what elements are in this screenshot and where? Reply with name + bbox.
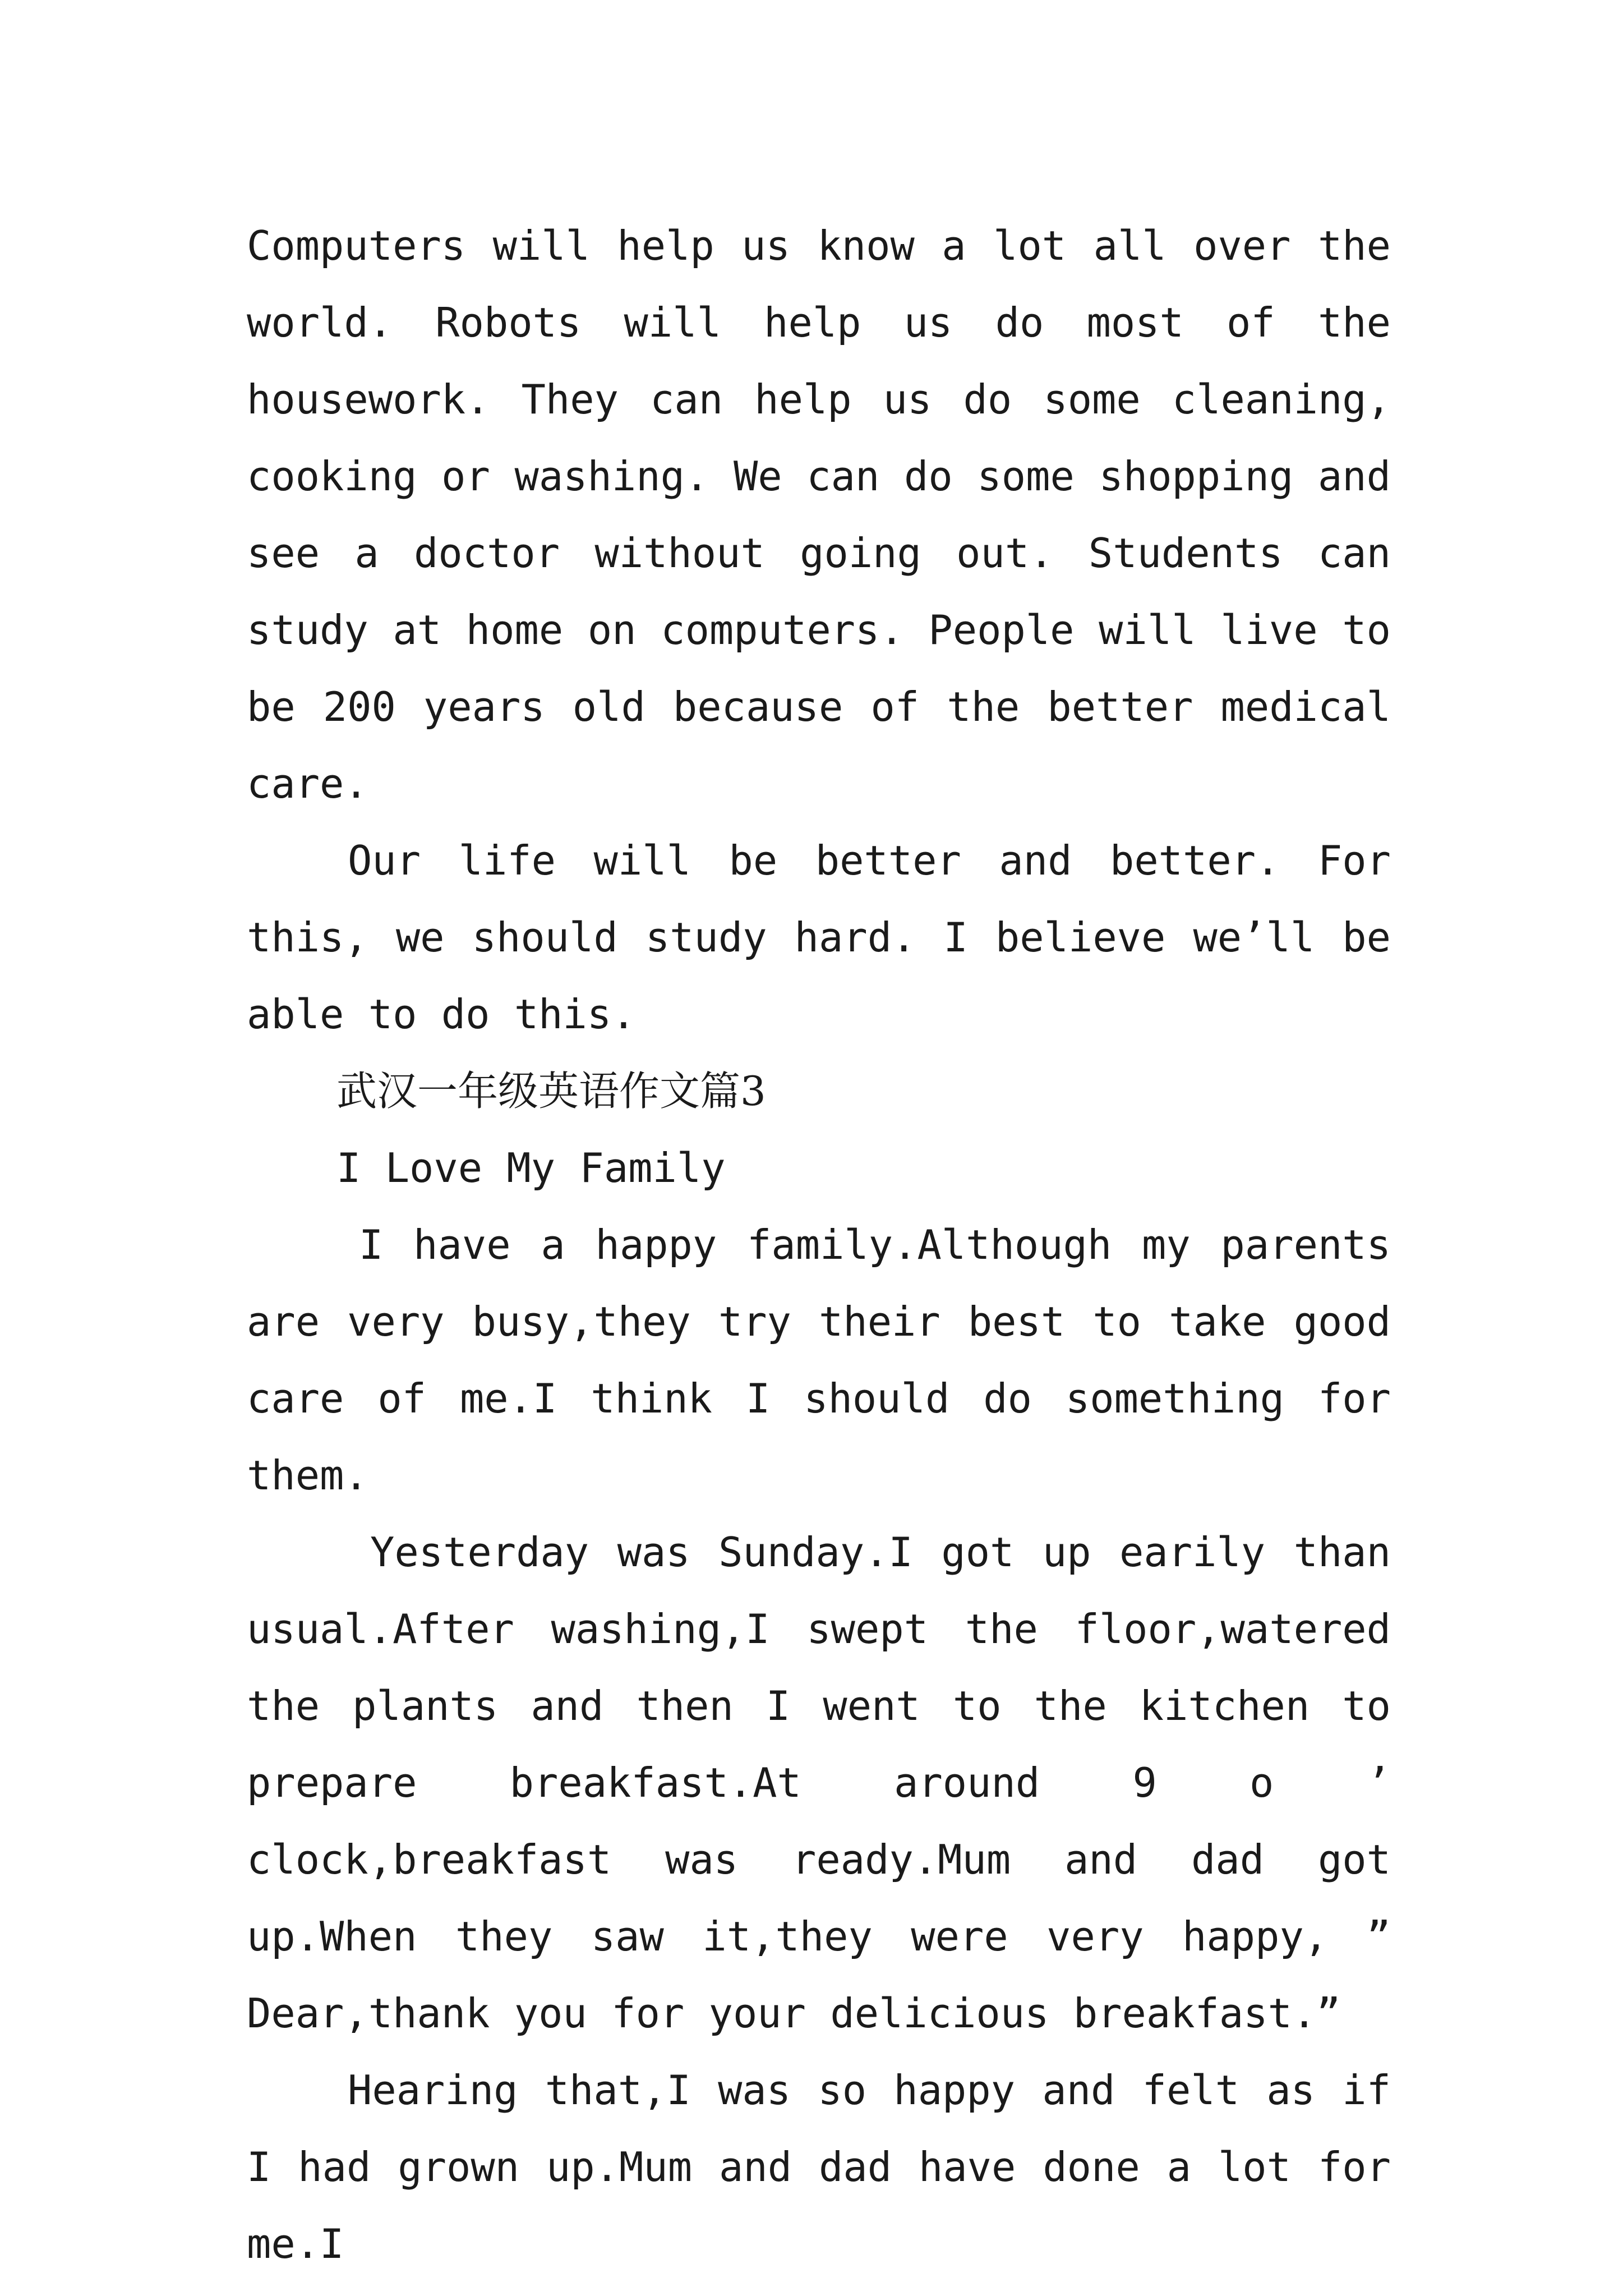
document-body (247, 208, 1391, 2283)
paragraph-better-life: Our life will be better and better. For this, we should study hard. I believe we’ll be able to do this. (247, 837, 1391, 1038)
paragraph-hearing-that: Hearing that,I was so happy and felt as if I had grown up.Mum and dad have done a lot for me.I (247, 2067, 1391, 2267)
essay-title: I Love My Family (336, 1144, 726, 1191)
section-heading: 武汉一年级英语作文篇3 (336, 1068, 766, 1115)
paragraph-happy-family: I have a happy family.Although my parents are very busy,they try their best to take good care of me.I think I should do something for them. (247, 1221, 1391, 1499)
paragraph-sunday: Yesterday was Sunday.I got up earily than usual.After washing,I swept the floor,watered the plants and then I went to the kitchen to prepare breakfast.At around 9 o ’ clock,breakfast was ready.Mum and dad got up.When they saw it,they were very happy, ” Dear,thank you for your delicious breakfast.” (247, 1529, 1391, 2037)
paragraph-future-technology: Computers will help us know a lot all over the world. Robots will help us do most of the housework. They can help us do some cleaning, cooking or washing. We can do some shopping and see a doctor without going out. Students can study at home on computers. People will live to be 200 years old because of the better medical care. (247, 222, 1391, 807)
